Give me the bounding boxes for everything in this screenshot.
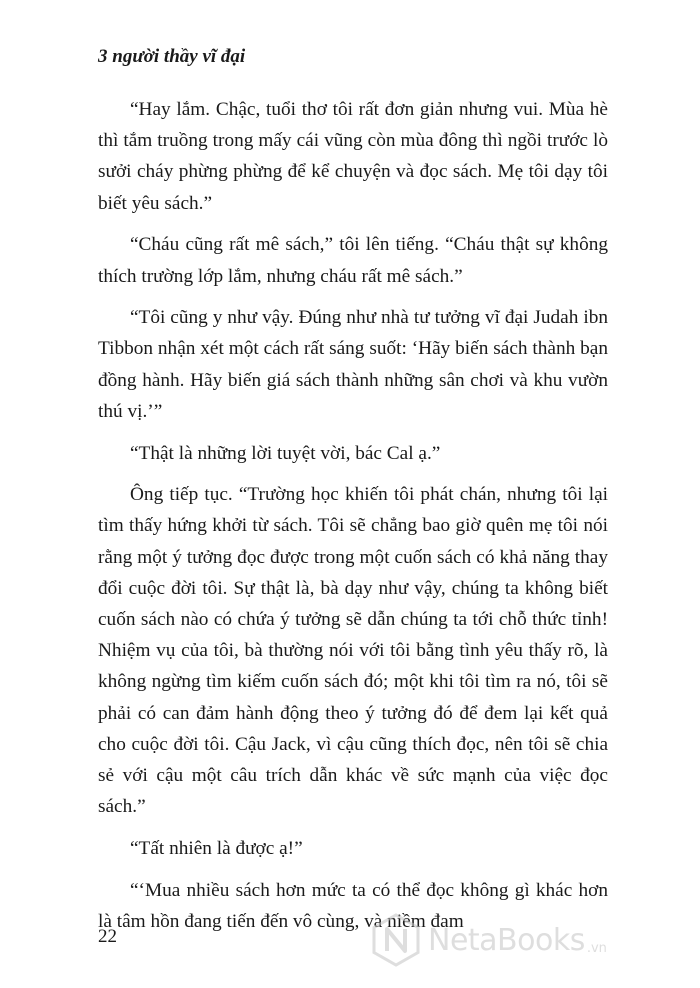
paragraph: Ông tiếp tục. “Trường học khiến tôi phát chán, nhưng tôi lại tìm thấy hứng khởi từ sách. Tôi sẽ chẳng bao giờ quên mẹ tôi nói rằng một ý tưởng đọc được trong một cuốn sách có khả năng thay đổi cuộc đời tôi. Sự thật là, bà dạy như vậy, chúng ta không biết cuốn sách nào có chứa ý tưởng sẽ dẫn chúng ta tới chỗ thức tỉnh! Nhiệm vụ của tôi, bà thường nói với tôi bằng tình yêu thấy rõ, là không ngừng tìm kiếm cuốn sách đó; một khi tôi tìm ra nó, tôi sẽ phải có can đảm hành động theo ý tưởng đó để đem lại kết quả cho cuộc đời tôi. Cậu Jack, vì cậu cũng thích đọc, nên tôi sẽ chia sẻ với cậu một câu trích dẫn khác về sức mạnh của việc đọc sách.” <box>98 484 608 818</box>
running-title: 3 người thầy vĩ đại <box>98 46 246 67</box>
body-text <box>98 94 608 948</box>
paragraph: “Cháu cũng rất mê sách,” tôi lên tiếng. “Cháu thật sự không thích trường lớp lắm, nhưng cháu rất mê sách.” <box>98 234 608 287</box>
watermark-brand: NetaBooks <box>428 922 585 958</box>
hexagon-n-logo-icon <box>368 912 424 968</box>
paragraph: “Thật là những lời tuyệt vời, bác Cal ạ.” <box>130 442 441 464</box>
paragraph: “‘Mua nhiều sách hơn mức ta có thể đọc không gì khác hơn là tâm hồn đang tiến đến vô cùng, và niềm đam <box>98 879 608 932</box>
paragraph: “Tôi cũng y như vậy. Đúng như nhà tư tưởng vĩ đại Judah ibn Tibbon nhận xét một cách rất sáng suốt: ‘Hãy biến sách thành bạn đồng hành. Hãy biến giá sách thành những sân chơi và khu vườn thú vị.’” <box>98 307 608 422</box>
paragraph: “Tất nhiên là được ạ!” <box>130 837 303 859</box>
netabooks-watermark <box>368 912 607 968</box>
page-number: 22 <box>98 926 117 947</box>
watermark-suffix: .vn <box>586 941 607 956</box>
paragraph: “Hay lắm. Chậc, tuổi thơ tôi rất đơn giản nhưng vui. Mùa hè thì tắm truồng trong mấy cái vũng còn mùa đông thì ngồi trước lò sưởi cháy phừng phừng để kể chuyện và đọc sách. Mẹ tôi dạy tôi biết yêu sách.” <box>98 99 608 214</box>
